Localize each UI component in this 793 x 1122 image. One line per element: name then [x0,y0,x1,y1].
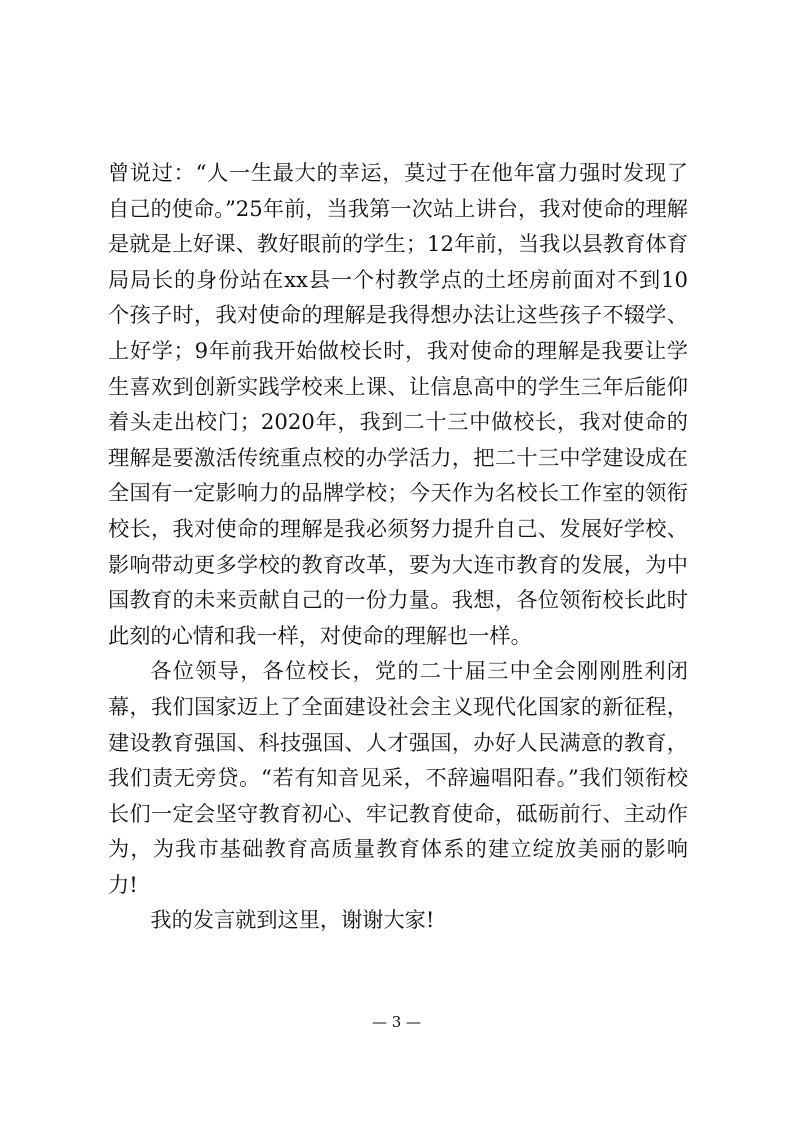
page-number: — 3 — [371,1013,422,1031]
document-body [108,155,688,938]
paragraph-closing: 我的发言就到这里，谢谢大家! [150,907,435,933]
paragraph-mission: 曾说过：“人一生最大的幸运，莫过于在他年富力强时发现了自己的使命。”25年前，当我第一次站上讲台，我对使命的理解是就是上好课、教好眼前的学生；12年前，当我以县教育体育局局长的身份站在xx县一个村教学点的土坯房前面对不到10个孩子时，我对使命的理解是我得想办法让这些孩子不辍学、上好学；9年前我开始做校长时，我对使命的理解是我要让学生喜欢到创新实践学校来上课、让信息高中的学生三年后能仰着头走出校门；2020年，我到二十三中做校长，我对使命的理解是要激活传统重点校的办学活力，把二十三中学建设成在全国有一定影响力的品牌学校；今天作为名校长工作室的领衔校长，我对使命的理解是我必须努力提升自己、发展好学校、影响带动更多学校的教育改革，要为大连市教育的发展，为中国教育的未来贡献自己的一份力量。我想，各位领衔校长此时此刻的心情和我一样，对使命的理解也一样。 [108,160,688,648]
paragraph-commitment: 各位领导，各位校长，党的二十届三中全会刚刚胜利闭幕，我们国家迈上了全面建设社会主义现代化国家的新征程，建设教育强国、科技强国、人才强国，办好人民满意的教育，我们责无旁贷。“若有知音见采，不辞遍唱阳春。”我们领衔校长们一定会坚守教育初心、牢记教育使命，砥砺前行、主动作为，为我市基础教育高质量教育体系的建立绽放美丽的影响力! [108,658,688,897]
